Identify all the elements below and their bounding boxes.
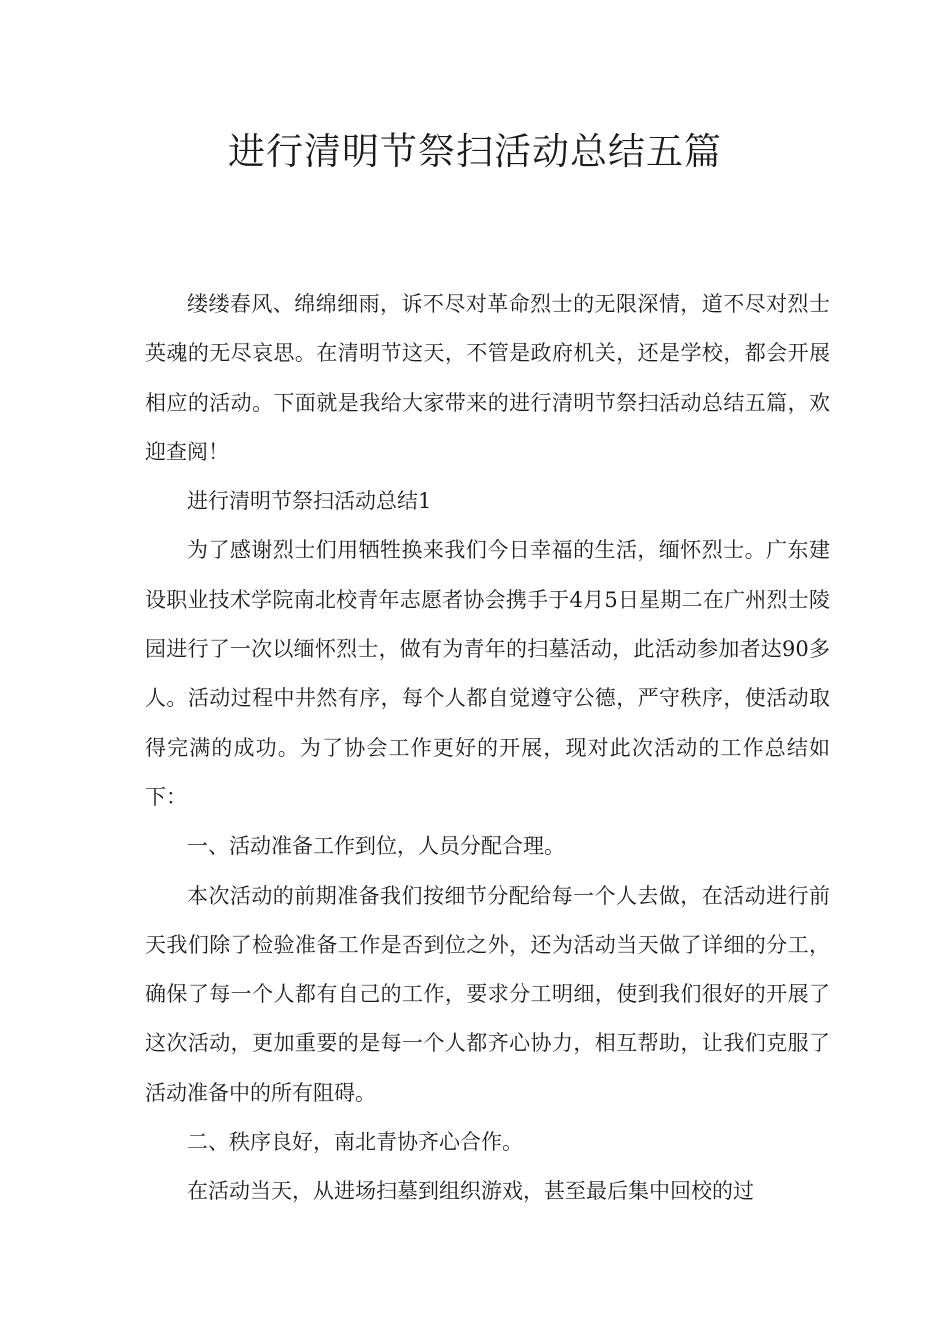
subheading-two: 二、秩序良好，南北青协齐心合作。 <box>187 1130 523 1155</box>
intro-paragraph: 缕缕春风、绵绵细雨，诉不尽对革命烈士的无限深情，道不尽对烈士英魂的无尽哀思。在清明节这天，不管是政府机关，还是学校，都会开展相应的活动。下面就是我给大家带来的进行清明节祭扫活动总结五篇，欢迎查阅！ <box>145 292 830 464</box>
document-title: 进行清明节祭扫活动总结五篇 <box>228 130 722 173</box>
subheading-one: 一、活动准备工作到位，人员分配合理。 <box>187 834 565 859</box>
body-paragraph: 为了感谢烈士们用牺牲换来我们今日幸福的生活，缅怀烈士。广东建设职业技术学院南北校青年志愿者协会携手于4月5日星期二在广州烈士陵园进行了一次以缅怀烈士，做有为青年的扫墓活动，此活动参加者达90多人。活动过程中井然有序，每个人都自觉遵守公德，严守秩序，使活动取得完满的成功。为了协会工作更好的开展，现对此次活动的工作总结如下： <box>145 538 830 809</box>
document-body <box>145 280 830 1217</box>
body-paragraph: 在活动当天，从进场扫墓到组织游戏，甚至最后集中回校的过 <box>187 1179 754 1204</box>
section-heading-1: 进行清明节祭扫活动总结1 <box>187 489 432 514</box>
body-paragraph: 本次活动的前期准备我们按细节分配给每一个人去做，在活动进行前天我们除了检验准备工作是否到位之外，还为活动当天做了详细的分工，确保了每一个人都有自己的工作，要求分工明细，使到我们很好的开展了这次活动，更加重要的是每一个人都齐心协力，相互帮助，让我们克服了活动准备中的所有阻碍。 <box>145 883 830 1105</box>
